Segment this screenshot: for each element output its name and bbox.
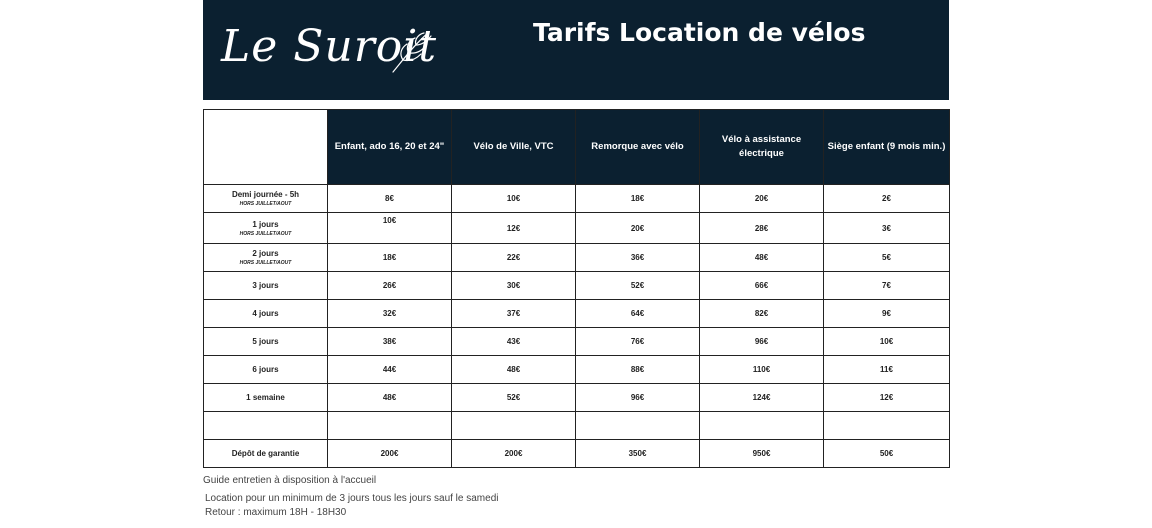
price-cell: 110€ (700, 356, 824, 384)
price-cell (328, 412, 452, 440)
row-label-cell: 5 jours (204, 328, 328, 356)
price-cell: 8€ (328, 185, 452, 213)
table-row (204, 185, 950, 213)
price-cell: 96€ (700, 328, 824, 356)
table-row (204, 272, 950, 300)
price-cell: 18€ (328, 244, 452, 272)
page-title: Tarifs Location de vélos (533, 18, 866, 47)
row-note: HORS JUILLET/AOUT (239, 230, 292, 237)
price-cell: 82€ (700, 300, 824, 328)
price-cell: 37€ (452, 300, 576, 328)
row-label: 2 jours (252, 249, 279, 258)
table-header-row (204, 110, 950, 185)
table-corner-cell (204, 110, 328, 185)
pricing-table (203, 109, 950, 468)
row-note: HORS JUILLET/AOUT (239, 201, 292, 207)
price-cell: 43€ (452, 328, 576, 356)
price-cell: 18€ (576, 185, 700, 213)
price-cell: 48€ (700, 244, 824, 272)
table-row (204, 213, 950, 244)
price-cell: 26€ (328, 272, 452, 300)
price-cell: 22€ (452, 244, 576, 272)
row-label-cell (204, 213, 328, 244)
price-cell (452, 412, 576, 440)
price-cell: 52€ (452, 384, 576, 412)
row-note: HORS JUILLET/AOUT (239, 260, 292, 266)
column-header: Siège enfant (9 mois min.) (824, 110, 950, 185)
price-cell (700, 412, 824, 440)
row-label-cell (204, 412, 328, 440)
logo-text: Le Suroit (221, 21, 438, 72)
price-cell (824, 412, 950, 440)
price-cell: 30€ (452, 272, 576, 300)
price-cell: 52€ (576, 272, 700, 300)
column-header: Remorque avec vélo (576, 110, 700, 185)
row-label-cell: 1 semaine (204, 384, 328, 412)
price-cell: 20€ (576, 213, 700, 244)
table-row (204, 244, 950, 272)
row-label-cell: Dépôt de garantie (204, 440, 328, 468)
price-cell: 36€ (576, 244, 700, 272)
price-cell: 124€ (700, 384, 824, 412)
price-cell: 200€ (328, 440, 452, 468)
price-cell: 48€ (452, 356, 576, 384)
price-cell: 50€ (824, 440, 950, 468)
price-cell: 32€ (328, 300, 452, 328)
price-cell: 11€ (824, 356, 950, 384)
price-cell: 10€ (452, 185, 576, 213)
header-banner (203, 0, 949, 100)
price-cell: 7€ (824, 272, 950, 300)
price-cell: 2€ (824, 185, 950, 213)
column-header: Vélo à assistance électrique (700, 110, 824, 185)
row-label: Demi journée - 5h (231, 190, 300, 199)
price-cell: 88€ (576, 356, 700, 384)
price-cell: 20€ (700, 185, 824, 213)
price-cell: 44€ (328, 356, 452, 384)
footer-note-maintenance: Guide entretien à disposition à l'accueil (203, 475, 377, 486)
price-cell: 64€ (576, 300, 700, 328)
price-cell: 950€ (700, 440, 824, 468)
row-label-cell (204, 244, 328, 272)
price-cell: 10€ (824, 328, 950, 356)
price-cell (576, 412, 700, 440)
table-row (204, 300, 950, 328)
logo (221, 16, 438, 80)
footer-note-minimum: Location pour un minimum de 3 jours tous les jours sauf le samedi (205, 493, 499, 504)
footer-note-return: Retour : maximum 18H - 18H30 (205, 507, 347, 518)
price-cell: 200€ (452, 440, 576, 468)
row-label-cell (204, 185, 328, 213)
table-row (204, 328, 950, 356)
wheat-leaf-icon (389, 26, 435, 76)
row-label-cell: 6 jours (204, 356, 328, 384)
price-cell: 38€ (328, 328, 452, 356)
price-cell: 5€ (824, 244, 950, 272)
price-cell: 28€ (700, 213, 824, 244)
row-label-cell: 4 jours (204, 300, 328, 328)
price-cell: 9€ (824, 300, 950, 328)
table-row (204, 384, 950, 412)
price-cell: 12€ (824, 384, 950, 412)
price-cell: 10€ (328, 213, 452, 244)
table-row-empty (204, 412, 950, 440)
column-header: Enfant, ado 16, 20 et 24" (328, 110, 452, 185)
column-header: Vélo de Ville, VTC (452, 110, 576, 185)
price-cell: 96€ (576, 384, 700, 412)
price-cell: 76€ (576, 328, 700, 356)
price-cell: 66€ (700, 272, 824, 300)
price-cell: 350€ (576, 440, 700, 468)
table-row (204, 356, 950, 384)
price-cell: 12€ (452, 213, 576, 244)
price-cell: 3€ (824, 213, 950, 244)
table-row (204, 440, 950, 468)
row-label-cell: 3 jours (204, 272, 328, 300)
price-cell: 48€ (328, 384, 452, 412)
row-label: 1 jours (252, 219, 279, 229)
